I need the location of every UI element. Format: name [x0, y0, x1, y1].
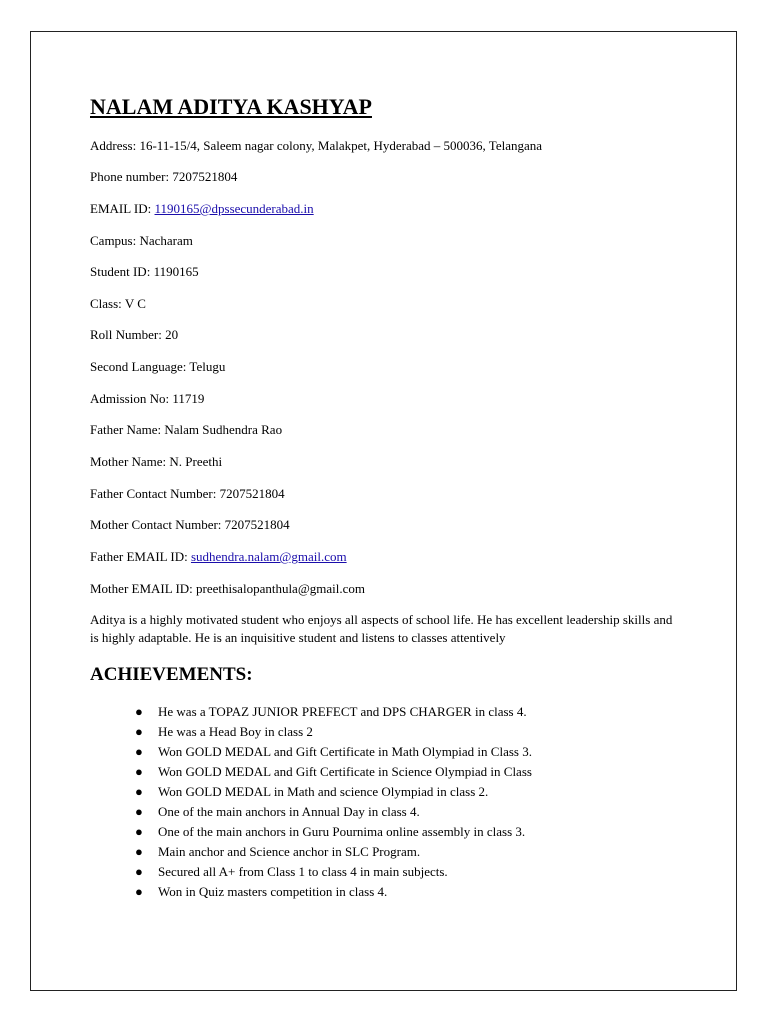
achievement-text: Main anchor and Science anchor in SLC Program.: [158, 844, 421, 859]
mother-name-value: N. Preethi: [169, 454, 223, 469]
achievement-text: One of the main anchors in Annual Day in class 4.: [158, 804, 420, 819]
achievement-item: [135, 722, 532, 742]
achievement-text: One of the main anchors in Guru Pournima online assembly in class 3.: [158, 824, 526, 839]
achievement-text: Won GOLD MEDAL and Gift Certificate in Math Olympiad in Class 3.: [158, 744, 532, 759]
bullet-icon: ●: [135, 744, 143, 759]
bullet-icon: ●: [135, 764, 143, 779]
campus-label: Campus:: [90, 233, 137, 248]
admission-no-value: 11719: [172, 391, 205, 406]
achievement-item: [135, 702, 532, 722]
second-language-value: Telugu: [189, 359, 226, 374]
mother-contact-label: Mother Contact Number:: [90, 517, 222, 532]
achievements-heading: ACHIEVEMENTS:: [90, 664, 253, 685]
mother-name-label: Mother Name:: [90, 454, 167, 469]
roll-number-label: Roll Number:: [90, 327, 162, 342]
roll-number-value: 20: [165, 327, 179, 342]
admission-no-line: [90, 390, 204, 408]
achievement-text: He was a TOPAZ JUNIOR PREFECT and DPS CHARGER in class 4.: [158, 704, 527, 719]
admission-no-label: Admission No:: [90, 391, 170, 406]
student-id-value: 1190165: [153, 264, 199, 279]
father-name-value: Nalam Sudhendra Rao: [164, 422, 283, 437]
achievement-item: [135, 822, 532, 842]
mother-email-label: Mother EMAIL ID:: [90, 581, 193, 596]
father-contact-value: 7207521804: [219, 486, 285, 501]
achievement-item: [135, 862, 532, 882]
father-contact-line: [90, 485, 285, 503]
bullet-icon: ●: [135, 824, 143, 839]
address-value: 16-11-15/4, Saleem nagar colony, Malakpet, Hyderabad – 500036, Telangana: [139, 138, 543, 153]
achievements-list: [135, 702, 532, 902]
achievement-item: [135, 842, 532, 862]
address-label: Address:: [90, 138, 137, 153]
father-email-label: Father EMAIL ID:: [90, 549, 188, 564]
student-id-label: Student ID:: [90, 264, 151, 279]
address-line: [90, 137, 542, 155]
student-id-line: [90, 263, 199, 281]
achievement-text: Secured all A+ from Class 1 to class 4 in main subjects.: [158, 864, 448, 879]
mother-email-line: [90, 580, 365, 598]
father-contact-label: Father Contact Number:: [90, 486, 217, 501]
class-line: [90, 295, 146, 313]
achievement-item: [135, 802, 532, 822]
campus-value: Nacharam: [139, 233, 193, 248]
mother-contact-value: 7207521804: [224, 517, 290, 532]
father-name-label: Father Name:: [90, 422, 162, 437]
roll-number-line: [90, 326, 178, 344]
class-label: Class:: [90, 296, 122, 311]
achievement-item: [135, 782, 532, 802]
bullet-icon: ●: [135, 704, 143, 719]
achievement-item: [135, 762, 532, 782]
class-value: V C: [124, 296, 146, 311]
email-label: EMAIL ID:: [90, 201, 152, 216]
achievement-text: He was a Head Boy in class 2: [158, 724, 313, 739]
achievement-item: [135, 742, 532, 762]
achievement-text: Won GOLD MEDAL and Gift Certificate in Science Olympiad in Class: [158, 764, 532, 779]
student-name-title: NALAM ADITYA KASHYAP: [90, 94, 372, 119]
bullet-icon: ●: [135, 724, 143, 739]
achievement-text: Won GOLD MEDAL in Math and science Olympiad in class 2.: [158, 784, 489, 799]
phone-line: [90, 168, 237, 186]
mother-contact-line: [90, 516, 290, 534]
student-email-link[interactable]: 1190165@dpssecunderabad.in: [154, 201, 314, 216]
bullet-icon: ●: [135, 844, 143, 859]
achievement-text: Won in Quiz masters competition in class 4.: [158, 884, 388, 899]
achievement-item: [135, 882, 532, 902]
father-email-link[interactable]: sudhendra.nalam@gmail.com: [190, 549, 347, 564]
phone-label: Phone number:: [90, 169, 170, 184]
mother-name-line: [90, 453, 222, 471]
second-language-label: Second Language:: [90, 359, 187, 374]
father-name-line: [90, 421, 282, 439]
mother-email-value: preethisalopanthula@gmail.com: [196, 581, 366, 596]
bullet-icon: ●: [135, 884, 143, 899]
bullet-icon: ●: [135, 804, 143, 819]
bullet-icon: ●: [135, 784, 143, 799]
second-language-line: [90, 358, 225, 376]
email-line: [90, 200, 314, 218]
father-email-line: [90, 548, 347, 566]
student-bio-paragraph: Aditya is a highly motivated student who enjoys all aspects of school life. He has excellent leadership skills and is highly adaptable. He is an inquisitive student and listens to classes attentively: [90, 612, 673, 645]
campus-line: [90, 232, 193, 250]
bullet-icon: ●: [135, 864, 143, 879]
phone-value: 7207521804: [172, 169, 238, 184]
